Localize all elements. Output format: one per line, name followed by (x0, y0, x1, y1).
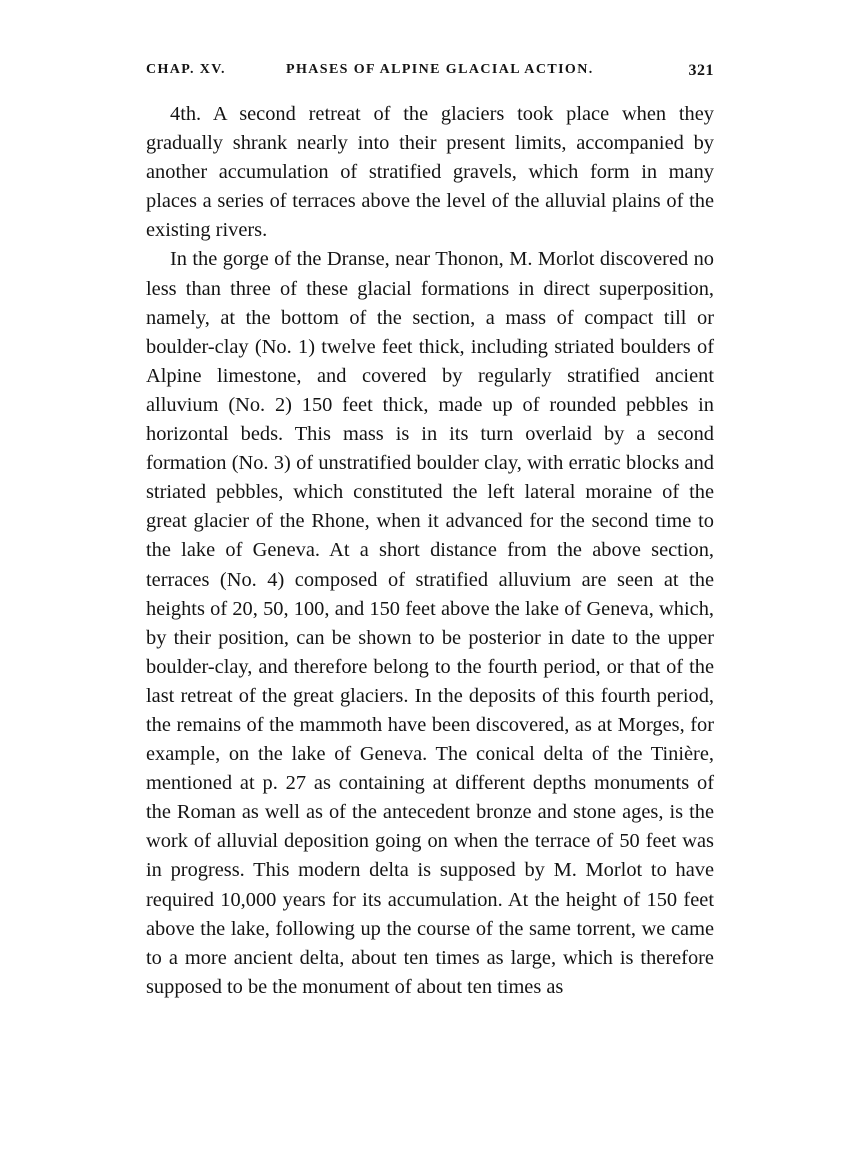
page-number: 321 (688, 62, 714, 79)
running-head (146, 62, 714, 86)
paragraph-fourth-period: 4th. A second retreat of the glaciers took place when they gradually shrank nearly into their present limits, accompanied by another accumulation of stratified gravels, which form in many places a series of terraces above the level of the alluvial plains of the existing rivers. (146, 103, 714, 242)
body-text (146, 100, 714, 1002)
paragraph-dranse-gorge: In the gorge of the Dranse, near Thonon, M. Morlot discovered no less than three of these glacial formations in direct superposition, namely, at the bottom of the section, a mass of compact till or boulder-clay (No. 1) twelve feet thick, including striated boulders of Alpine limestone, and covered by regularly stratified ancient alluvium (No. 2) 150 feet thick, made up of rounded pebbles in horizontal beds. This mass is in its turn overlaid by a second formation (No. 3) of unstratified boulder clay, with erratic blocks and striated pebbles, which constituted the left lateral moraine of the great glacier of the Rhone, when it advanced for the second time to the lake of Geneva. At a short distance from the above section, terraces (No. 4) composed of stratified alluvium are seen at the heights of 20, 50, 100, and 150 feet above the lake of Geneva, which, by their position, can be shown to be posterior in date to the upper boulder-clay, and therefore belong to the fourth period, or that of the last retreat of the great glaciers. In the deposits of this fourth period, the remains of the mammoth have been discovered, as at Morges, for example, on the lake of Geneva. The conical delta of the Tinière, mentioned at p. 27 as containing at different depths monuments of the Roman as well as of the antecedent bronze and stone ages, is the work of alluvial deposition going on when the terrace of 50 feet was in progress. This modern delta is supposed by M. Morlot to have required 10,000 years for its accumulation. At the height of 150 feet above the lake, following up the course of the same torrent, we came to a more ancient delta, about ten times as large, which is therefore supposed to be the monument of about ten times as (146, 248, 714, 998)
chapter-label: CHAP. XV. (146, 62, 226, 77)
running-title: PHASES OF ALPINE GLACIAL ACTION. (286, 62, 594, 77)
